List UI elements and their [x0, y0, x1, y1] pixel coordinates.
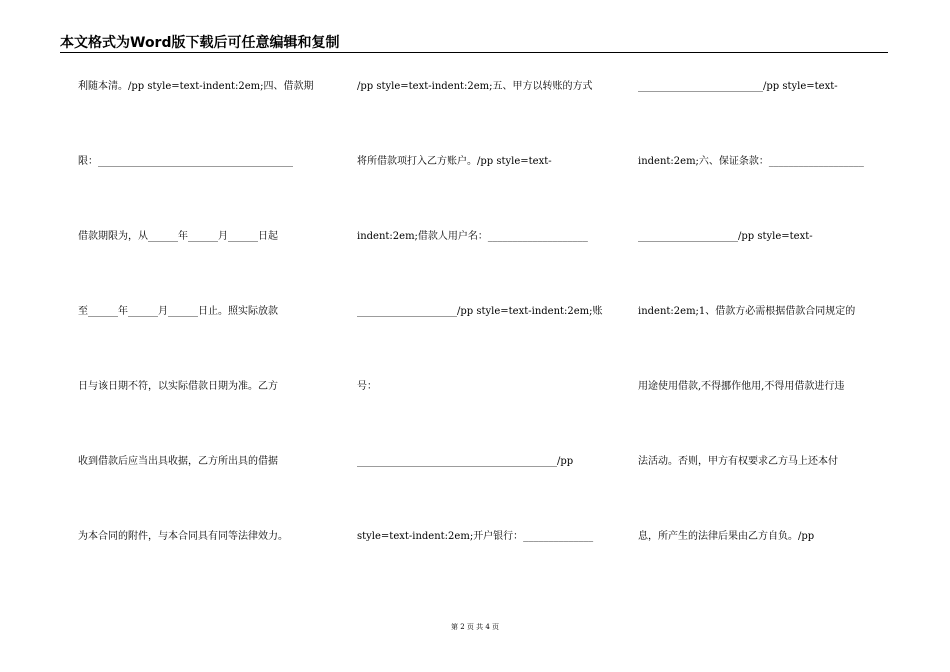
text-line: style=text-indent:2em;开户银行：______________ — [357, 531, 594, 542]
text-line: 息，所产生的法律后果由乙方自负。/pp — [638, 531, 815, 542]
text-line: _________________________/pp style=text- — [638, 81, 838, 92]
text-line: 号： — [357, 381, 377, 392]
text-line: 用途使用借款,不得挪作他用,不得用借款进行违 — [638, 381, 845, 392]
text-line: 法活动。否则，甲方有权要求乙方马上还本付 — [638, 456, 838, 467]
text-line: indent:2em;1、借款方必需根据借款合同规定的 — [638, 306, 856, 317]
text-line: ____________________/pp style=text- — [638, 231, 813, 242]
text-line: 收到借款后应当出具收据，乙方所出具的借据 — [78, 456, 278, 467]
text-column-2 — [357, 80, 617, 605]
text-line: indent:2em;借款人用户名：____________________ — [357, 231, 588, 242]
text-line: 限：_______________________________________ — [78, 156, 293, 167]
text-line: 为本合同的附件，与本合同具有同等法律效力。 — [78, 531, 288, 542]
text-line: 至______年______月______日止。照实际放款 — [78, 306, 278, 317]
page-header — [60, 34, 888, 53]
text-line: 利随本清。/pp style=text-indent:2em;四、借款期 — [78, 81, 314, 92]
text-line: ____________________/pp style=text-indent:2em;账 — [357, 306, 603, 317]
text-column-3 — [638, 80, 898, 605]
text-line: 将所借款项打入乙方账户。/pp style=text- — [357, 156, 552, 167]
text-line: 日与该日期不符，以实际借款日期为准。乙方 — [78, 381, 278, 392]
text-line: indent:2em;六、保证条款：___________________ — [638, 156, 864, 167]
text-line: 借款期限为，从______年______月______日起 — [78, 231, 278, 242]
header-title: 本文格式为Word版下载后可任意编辑和复制 — [60, 35, 340, 51]
page-footer — [0, 622, 950, 632]
text-line: ________________________________________/pp — [357, 456, 574, 467]
text-line: /pp style=text-indent:2em;五、甲方以转账的方式 — [357, 81, 593, 92]
text-column-1 — [78, 80, 338, 605]
page-number: 第 2 页 共 4 页 — [450, 623, 500, 631]
